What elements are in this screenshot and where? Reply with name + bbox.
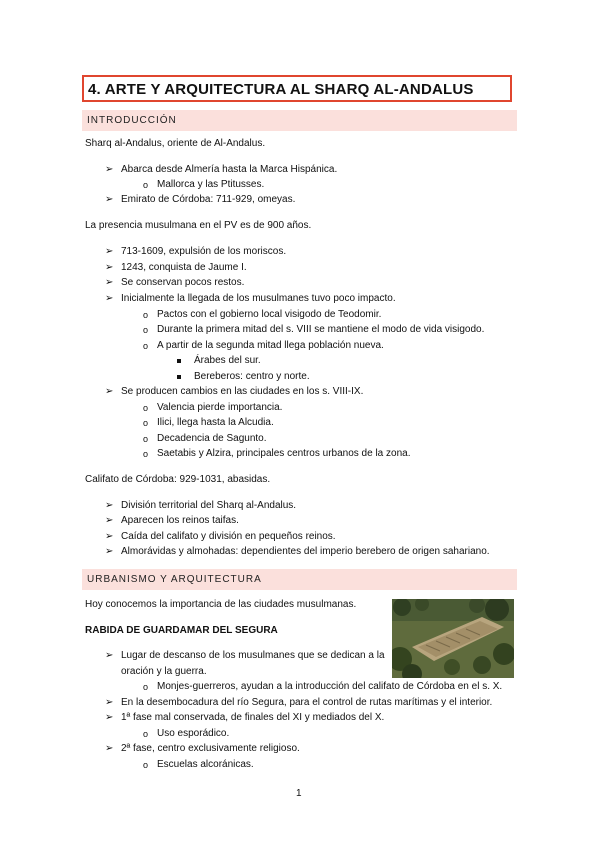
list-item: Árabes del sur. bbox=[194, 355, 261, 366]
paragraph: Califato de Córdoba: 929-1031, abasidas. bbox=[85, 474, 271, 485]
list-item: Abarca desde Almería hasta la Marca Hispánica. bbox=[121, 164, 338, 175]
arrow-bullet-icon: ➢ bbox=[105, 246, 114, 257]
arrow-bullet-icon: ➢ bbox=[105, 293, 114, 304]
arrow-bullet-icon: ➢ bbox=[105, 262, 114, 273]
section-heading-urbanismo: URBANISMO Y ARQUITECTURA bbox=[87, 574, 262, 585]
list-item: Caída del califato y división en pequeños reinos. bbox=[121, 531, 336, 542]
list-item: Almorávidas y almohadas: dependientes del imperio berebero de origen sahariano. bbox=[121, 546, 490, 557]
aerial-photo-image bbox=[392, 599, 514, 678]
circle-bullet-icon: o bbox=[143, 434, 149, 444]
circle-bullet-icon: o bbox=[143, 341, 149, 351]
circle-bullet-icon: o bbox=[143, 682, 149, 692]
list-item: 713-1609, expulsión de los moriscos. bbox=[121, 246, 287, 257]
list-item: Pactos con el gobierno local visigodo de Teodomir. bbox=[157, 309, 382, 320]
arrow-bullet-icon: ➢ bbox=[105, 515, 114, 526]
arrow-bullet-icon: ➢ bbox=[105, 712, 114, 723]
arrow-bullet-icon: ➢ bbox=[105, 194, 114, 205]
page-title: 4. ARTE Y ARQUITECTURA AL SHARQ AL-ANDALUS bbox=[88, 81, 474, 98]
list-item: Mallorca y las Ptitusses. bbox=[157, 179, 265, 190]
section-heading-intro: INTRODUCCIÓN bbox=[87, 115, 177, 126]
paragraph: Hoy conocemos la importancia de las ciudades musulmanas. bbox=[85, 599, 357, 610]
circle-bullet-icon: o bbox=[143, 325, 149, 335]
list-item: Lugar de descanso de los musulmanes que se dedican a la bbox=[121, 650, 385, 661]
circle-bullet-icon: o bbox=[143, 760, 149, 770]
list-item: Monjes-guerreros, ayudan a la introducción del califato de Córdoba en el s. X. bbox=[157, 681, 503, 692]
list-item: Se producen cambios en las ciudades en los s. VIII-IX. bbox=[121, 386, 364, 397]
list-item: Uso esporádico. bbox=[157, 728, 230, 739]
list-item-continuation: oración y la guerra. bbox=[121, 666, 207, 677]
list-item: En la desembocadura del río Segura, para el control de rutas marítimas y el interior. bbox=[121, 697, 493, 708]
arrow-bullet-icon: ➢ bbox=[105, 531, 114, 542]
square-bullet-icon bbox=[177, 359, 181, 363]
square-bullet-icon bbox=[177, 375, 181, 379]
arrow-bullet-icon: ➢ bbox=[105, 650, 114, 661]
list-item: 2ª fase, centro exclusivamente religioso. bbox=[121, 743, 300, 754]
list-item: Emirato de Córdoba: 711-929, omeyas. bbox=[121, 194, 296, 205]
list-item: Decadencia de Sagunto. bbox=[157, 433, 267, 444]
paragraph: Sharq al-Andalus, oriente de Al-Andalus. bbox=[85, 138, 266, 149]
list-item: Valencia pierde importancia. bbox=[157, 402, 283, 413]
circle-bullet-icon: o bbox=[143, 310, 149, 320]
page-number: 1 bbox=[296, 788, 302, 799]
list-item: 1243, conquista de Jaume I. bbox=[121, 262, 247, 273]
arrow-bullet-icon: ➢ bbox=[105, 500, 114, 511]
arrow-bullet-icon: ➢ bbox=[105, 697, 114, 708]
arrow-bullet-icon: ➢ bbox=[105, 386, 114, 397]
list-item: División territorial del Sharq al-Andalus. bbox=[121, 500, 297, 511]
circle-bullet-icon: o bbox=[143, 449, 149, 459]
circle-bullet-icon: o bbox=[143, 729, 149, 739]
list-item: Se conservan pocos restos. bbox=[121, 277, 245, 288]
list-item: Escuelas alcoránicas. bbox=[157, 759, 254, 770]
paragraph: La presencia musulmana en el PV es de 900 años. bbox=[85, 220, 312, 231]
list-item: 1ª fase mal conservada, de finales del XI y mediados del X. bbox=[121, 712, 385, 723]
list-item: Bereberos: centro y norte. bbox=[194, 371, 310, 382]
list-item: A partir de la segunda mitad llega población nueva. bbox=[157, 340, 384, 351]
list-item: Durante la primera mitad del s. VIII se mantiene el modo de vida visigodo. bbox=[157, 324, 485, 335]
arrow-bullet-icon: ➢ bbox=[105, 164, 114, 175]
circle-bullet-icon: o bbox=[143, 403, 149, 413]
arrow-bullet-icon: ➢ bbox=[105, 743, 114, 754]
list-item: Ilici, llega hasta la Alcudia. bbox=[157, 417, 274, 428]
arrow-bullet-icon: ➢ bbox=[105, 277, 114, 288]
circle-bullet-icon: o bbox=[143, 418, 149, 428]
list-item: Saetabis y Alzira, principales centros urbanos de la zona. bbox=[157, 448, 411, 459]
circle-bullet-icon: o bbox=[143, 180, 149, 190]
subheading: RABIDA DE GUARDAMAR DEL SEGURA bbox=[85, 625, 278, 636]
arrow-bullet-icon: ➢ bbox=[105, 546, 114, 557]
list-item: Inicialmente la llegada de los musulmanes tuvo poco impacto. bbox=[121, 293, 396, 304]
list-item: Aparecen los reinos taifas. bbox=[121, 515, 239, 526]
